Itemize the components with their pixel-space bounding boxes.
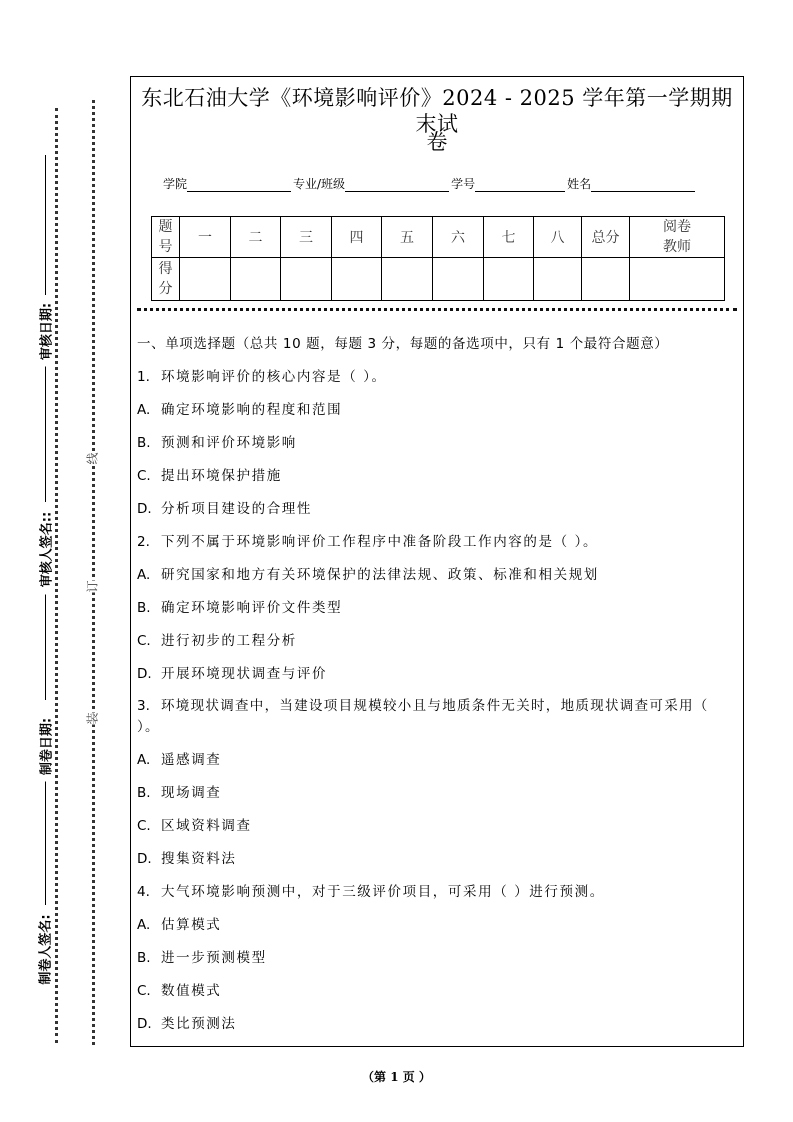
option[interactable] [137,848,737,881]
option-text: 确定环境影响评价文件类型 [161,600,343,616]
option-key: B. [137,950,151,966]
score-cell[interactable] [484,258,534,301]
question-number-row [152,217,725,258]
option-key: D. [137,851,152,867]
option-key: B. [137,600,151,616]
student-id-label: 学号 [451,177,476,191]
signature-line [45,585,46,700]
option[interactable] [137,597,737,630]
option-text: 搜集资料法 [161,851,237,867]
option[interactable] [137,465,737,498]
signature-line [45,362,46,502]
option-key: B. [137,785,151,801]
question-number: 2. [137,534,150,550]
score-row [152,258,725,301]
reviewer-signature-label: 审核人签名:: [36,505,55,595]
option[interactable] [137,1013,737,1046]
col-header: 二 [231,217,281,258]
col-header: 七 [484,217,534,258]
option-text: 区域资料调查 [161,818,252,834]
name-label: 姓名 [567,177,592,191]
score-cell[interactable] [433,258,484,301]
question-number: 4. [137,884,150,900]
col-header: 六 [433,217,484,258]
cut-line-outer [92,100,95,1045]
score-table [151,216,725,301]
col-header-total: 总分 [582,217,630,258]
option-text: 预测和评价环境影响 [161,435,297,451]
exam-frame [130,76,744,1047]
option[interactable] [137,564,737,597]
option-key: A. [137,567,151,583]
question [137,696,737,749]
student-info-line [163,175,697,192]
question-number-header: 题 号 [152,217,180,258]
option-text: 类比预测法 [161,1016,237,1032]
option-key: C. [137,983,151,999]
score-cell[interactable] [382,258,433,301]
score-cell[interactable] [281,258,332,301]
option-key: A. [137,917,151,933]
question [137,366,737,399]
option-text: 数值模式 [161,983,222,999]
option[interactable] [137,432,737,465]
option-text: 进行初步的工程分析 [161,633,297,649]
option-text: 进一步预测模型 [161,950,267,966]
question-text: 下列不属于环境影响评价工作程序中准备阶段工作内容的是（ ）。 [161,534,599,550]
option-key: C. [137,633,151,649]
prep-date-label: 制卷日期: [36,712,55,782]
option[interactable] [137,782,737,815]
name-field[interactable] [591,179,695,192]
bind-char-bind: 装 [82,712,103,724]
page-number: （第 1 页 ） [362,1070,431,1084]
student-id-field[interactable] [475,179,565,192]
exam-title: 东北石油大学《环境影响评价》2024 - 2025 学年第一学期期末试 [141,86,733,136]
option-key: A. [137,752,151,768]
col-header: 四 [332,217,382,258]
option-key: D. [137,666,152,682]
college-field[interactable] [187,179,291,192]
grader-cell[interactable] [630,258,725,301]
col-header: 五 [382,217,433,258]
dotted-separator [137,308,737,311]
option-text: 提出环境保护措施 [161,468,282,484]
option[interactable] [137,630,737,663]
question [137,531,737,564]
score-cell[interactable] [231,258,281,301]
exam-title-continued: 卷 [426,130,448,154]
preparer-signature-label: 制卷人签名: [35,910,54,990]
signature-line [45,155,46,295]
review-date-label: 审核日期: [36,297,55,367]
question-text: 环境影响评价的核心内容是（ ）。 [161,369,387,385]
option-text: 现场调查 [161,785,222,801]
option-text: 确定环境影响的程度和范围 [161,402,343,418]
option-text: 分析项目建设的合理性 [161,501,312,517]
option[interactable] [137,815,737,848]
option[interactable] [137,947,737,980]
option-text: 估算模式 [161,917,222,933]
option[interactable] [137,498,737,531]
option-key: D. [137,501,152,517]
total-score-cell[interactable] [582,258,630,301]
col-header: 三 [281,217,332,258]
score-cell[interactable] [332,258,382,301]
score-row-header: 得 分 [152,258,180,301]
option[interactable] [137,980,737,1013]
bind-char-line: 线 [82,452,103,464]
option-key: B. [137,435,151,451]
question-number: 3. [137,698,150,714]
option-text: 遥感调查 [161,752,222,768]
question-section [137,333,737,1046]
option[interactable] [137,399,737,432]
signature-line [45,775,46,905]
major-class-label: 专业/班级 [293,177,346,191]
college-label: 学院 [163,177,188,191]
major-class-field[interactable] [345,179,449,192]
section-heading: 一、单项选择题（总共 10 题，每题 3 分，每题的备选项中，只有 1 个最符合题意） [137,336,669,352]
bind-char-staple: 订 [82,580,103,592]
question-text: 大气环境影响预测中，对于三级评价项目，可采用（ ）进行预测。 [161,884,605,900]
question-text: 环境现状调查中，当建设项目规模较小且与地质条件无关时，地质现状调查可采用（ ）。 [137,698,709,735]
option-text: 开展环境现状调查与评价 [161,666,328,682]
score-cell[interactable] [534,258,582,301]
option-key: D. [137,1016,152,1032]
question [137,881,737,914]
cut-line-inner [55,108,58,1043]
option-key: C. [137,818,151,834]
col-header: 一 [180,217,231,258]
option[interactable] [137,914,737,947]
score-cell[interactable] [180,258,231,301]
option-key: A. [137,402,151,418]
col-header: 八 [534,217,582,258]
option-key: C. [137,468,151,484]
question-number: 1. [137,369,150,385]
option-text: 研究国家和地方有关环境保护的法律法规、政策、标准和相关规划 [161,567,599,583]
option[interactable] [137,663,737,696]
grader-header: 阅卷 教师 [630,217,725,258]
option[interactable] [137,749,737,782]
